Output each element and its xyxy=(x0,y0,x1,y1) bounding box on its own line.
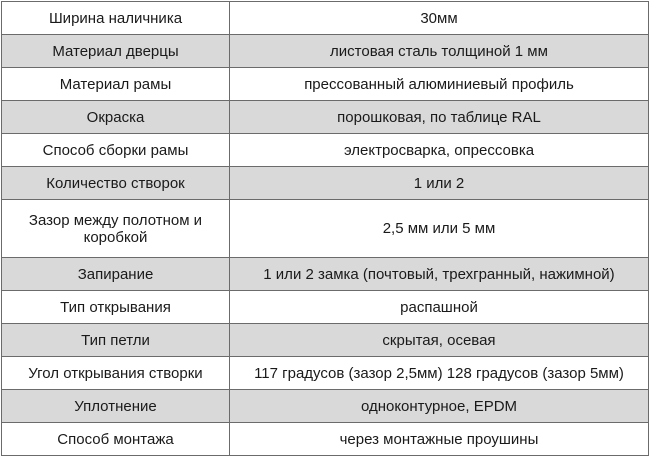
table-row xyxy=(2,134,649,167)
table-row xyxy=(2,291,649,324)
table-row xyxy=(2,2,649,35)
table-row xyxy=(2,258,649,291)
value-cell: прессованный алюминиевый профиль xyxy=(230,68,649,101)
table-row xyxy=(2,167,649,200)
param-cell: Уплотнение xyxy=(2,390,230,423)
table-row xyxy=(2,324,649,357)
param-cell: Запирание xyxy=(2,258,230,291)
table-row xyxy=(2,390,649,423)
table-row xyxy=(2,101,649,134)
table-row xyxy=(2,68,649,101)
value-cell: порошковая, по таблице RAL xyxy=(230,101,649,134)
param-cell: Количество створок xyxy=(2,167,230,200)
param-cell: Тип петли xyxy=(2,324,230,357)
value-cell: скрытая, осевая xyxy=(230,324,649,357)
value-cell: 1 или 2 замка (почтовый, трехгранный, нажимной) xyxy=(230,258,649,291)
value-cell: 1 или 2 xyxy=(230,167,649,200)
param-cell: Ширина наличника xyxy=(2,2,230,35)
param-cell: Способ монтажа xyxy=(2,423,230,456)
param-cell: Окраска xyxy=(2,101,230,134)
value-cell: 2,5 мм или 5 мм xyxy=(230,200,649,258)
param-cell: Тип открывания xyxy=(2,291,230,324)
value-cell: 117 градусов (зазор 2,5мм) 128 градусов (зазор 5мм) xyxy=(230,357,649,390)
table-row xyxy=(2,423,649,456)
table-row xyxy=(2,200,649,258)
param-cell: Материал дверцы xyxy=(2,35,230,68)
value-cell: 30мм xyxy=(230,2,649,35)
value-cell: электросварка, опрессовка xyxy=(230,134,649,167)
param-cell: Угол открывания створки xyxy=(2,357,230,390)
value-cell: листовая сталь толщиной 1 мм xyxy=(230,35,649,68)
table-row xyxy=(2,357,649,390)
param-cell: Способ сборки рамы xyxy=(2,134,230,167)
param-cell: Материал рамы xyxy=(2,68,230,101)
table-row xyxy=(2,35,649,68)
spec-table xyxy=(1,1,649,456)
spec-table-body xyxy=(2,2,649,456)
param-cell: Зазор между полотном и коробкой xyxy=(2,200,230,258)
value-cell: одноконтурное, EPDM xyxy=(230,390,649,423)
value-cell: через монтажные проушины xyxy=(230,423,649,456)
value-cell: распашной xyxy=(230,291,649,324)
